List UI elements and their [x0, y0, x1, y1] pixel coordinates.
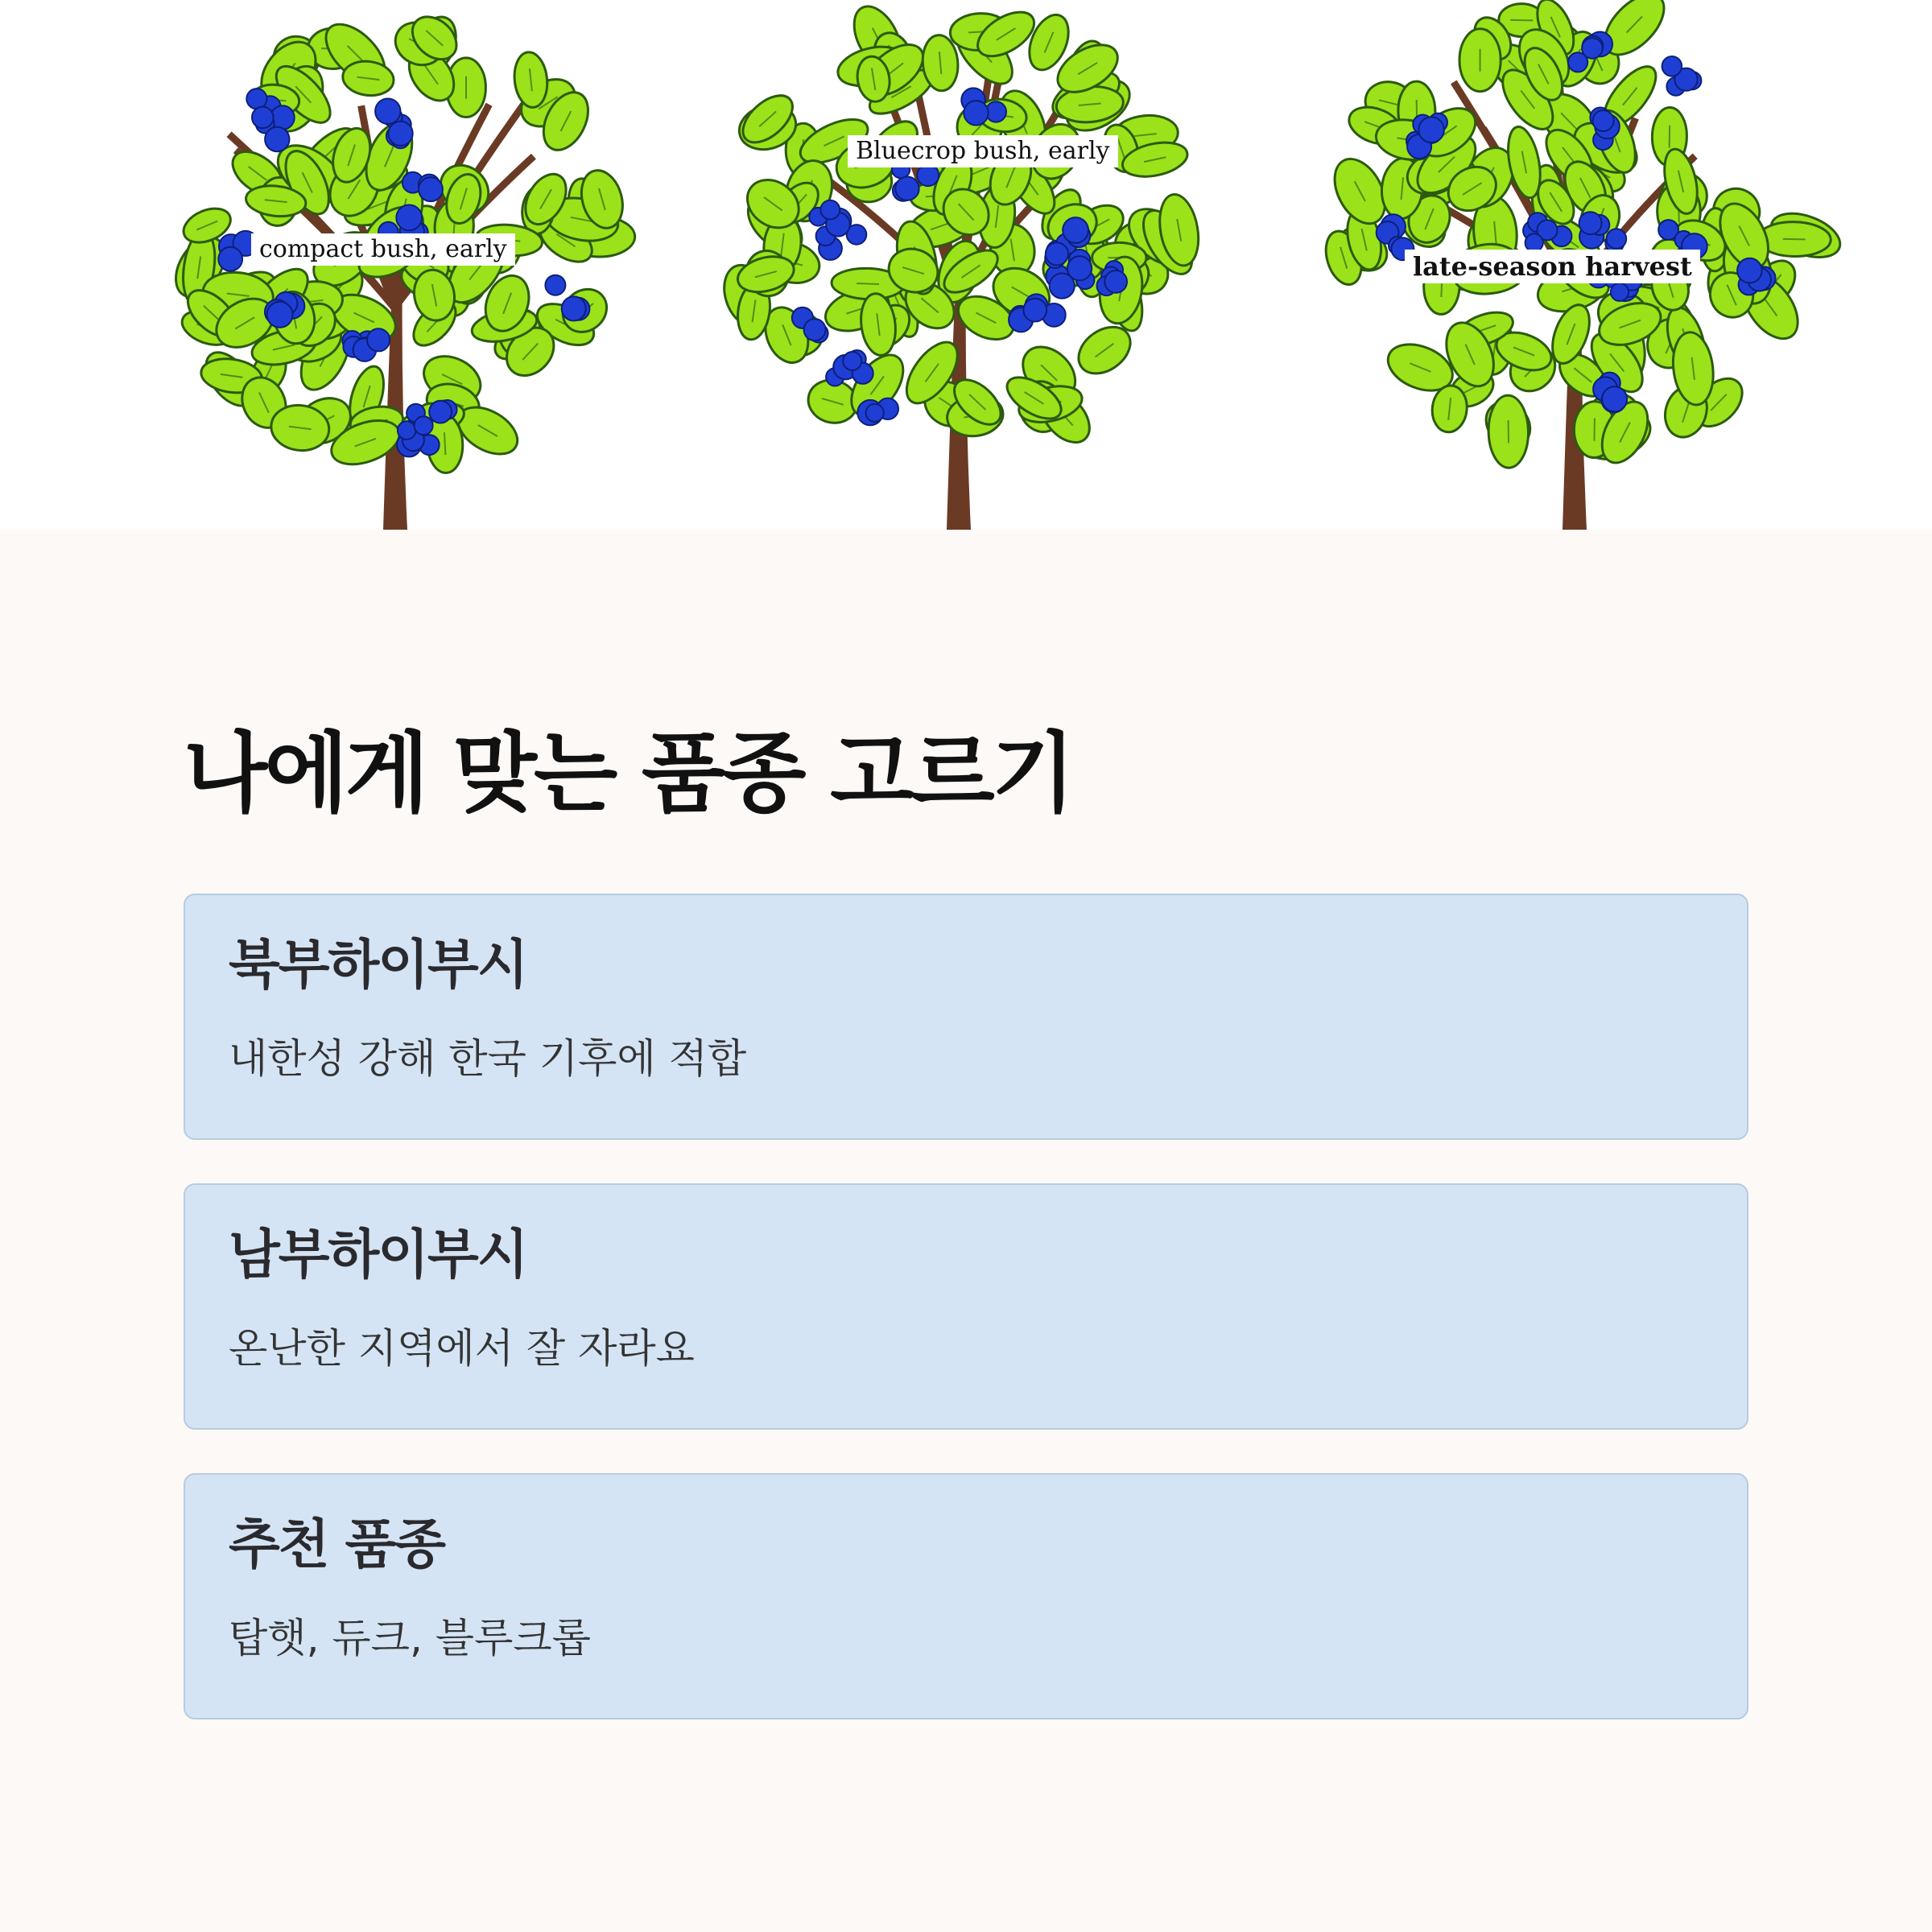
bush-label-right: late-season harvest [1405, 250, 1700, 283]
berry [252, 107, 274, 129]
berry [1602, 386, 1627, 411]
leaf-vein [857, 283, 879, 284]
berry [1418, 117, 1444, 142]
card-title: 북부하이부시 [229, 934, 527, 996]
berry [375, 99, 400, 124]
berry [545, 275, 565, 295]
berry [1046, 242, 1068, 265]
berry [429, 401, 452, 423]
bush-label-center: Bluecrop bush, early [848, 135, 1118, 167]
berry [964, 101, 988, 125]
berry [1611, 283, 1629, 301]
berry [1662, 56, 1682, 76]
variety-card-northern[interactable] [184, 894, 1748, 1140]
berry [820, 200, 840, 220]
card-description: 탑햇, 듀크, 블루크롭 [229, 1615, 591, 1662]
berry [843, 352, 861, 370]
berry [562, 296, 586, 320]
berry [1067, 256, 1092, 280]
blueberry-bush-center [684, 0, 1232, 530]
berry [917, 164, 939, 186]
berry [866, 404, 884, 422]
berry [1593, 110, 1614, 131]
berry [419, 177, 443, 201]
berry [415, 416, 433, 435]
berry [389, 122, 413, 146]
berry [265, 127, 289, 151]
card-title: 추천 품종 [229, 1513, 445, 1575]
bush-art [716, 0, 1203, 530]
card-description: 온난한 지역에서 잘 자라요 [229, 1325, 695, 1372]
variety-card-recommended[interactable] [184, 1473, 1748, 1719]
berry [1737, 258, 1762, 283]
berry [1104, 270, 1127, 293]
card-description: 내한성 강해 한국 기후에 적합 [229, 1035, 747, 1082]
berry [396, 205, 422, 231]
berry [367, 328, 390, 351]
berry [267, 302, 293, 328]
berry [398, 421, 416, 440]
berry [246, 89, 266, 109]
berry [1579, 212, 1602, 234]
berry [1023, 299, 1046, 322]
berry [895, 177, 919, 200]
berry [804, 319, 826, 341]
berry [1568, 52, 1587, 72]
berry [1607, 229, 1627, 249]
berry [218, 247, 242, 271]
bush-label-left: compact bush, early [251, 233, 515, 266]
bush-art [166, 8, 635, 530]
berry [1063, 217, 1088, 243]
hero-illustration [0, 0, 1932, 530]
page-title: 나에게 맞는 품종 고르기 [184, 724, 1073, 824]
main-content [0, 530, 1932, 1932]
variety-card-southern[interactable] [184, 1183, 1748, 1430]
card-title: 남부하이부시 [229, 1224, 527, 1286]
